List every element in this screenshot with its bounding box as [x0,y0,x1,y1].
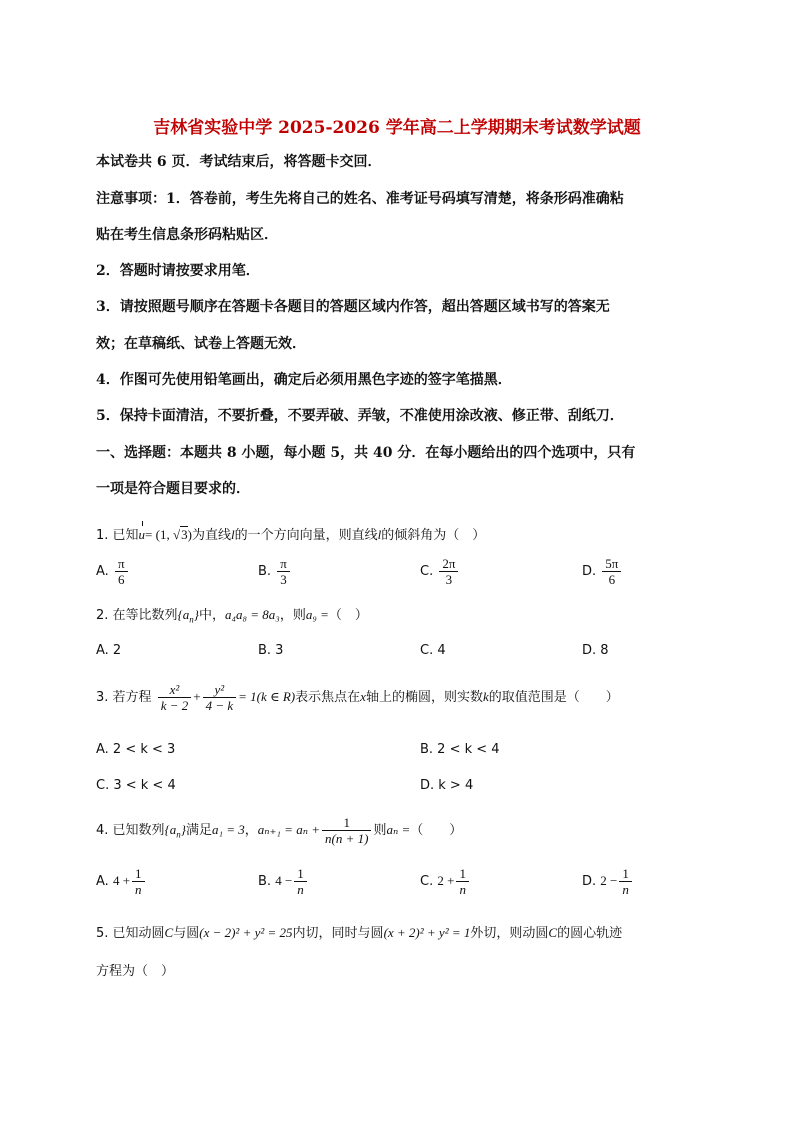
q1-line-l2: l [377,527,382,542]
q5-circle-1: (x − 2)² + y² = 25 [199,925,293,940]
q3-option-a: A. 2 < k < 3 [96,742,176,757]
q3-option-c: C. 3 < k < 4 [96,778,176,793]
q1-sqrt: 3 [181,527,188,542]
q3-fraction-1: $\frac{\text{x²}}{k - 2}$ [158,682,192,713]
q2-option-d: D. 8 [582,643,609,658]
question-2: 2. 在等比数列$\{a_n\}$中，a₄a₈ = 8a₃，则a₉ =（ ） [96,607,368,625]
question-5: 5. 已知动圆C与圆(x − 2)² + y² = 25内切，同时与圆(x + 2)² + y² = 1外切，则动圆C的圆心轨迹 [96,925,623,941]
exam-title: 吉林省实验中学 2025-2026 学年高二上学期期末考试数学试题 [153,118,641,138]
q2-seq: {a [177,607,190,622]
q1-mid2: 的一个方向向量，则直线 [234,528,378,543]
q5-circle-2: (x + 2)² + y² = 1 [383,925,471,940]
q1-suffix: 的倾斜角为（ ） [381,528,486,543]
q2-ask: a₉ = [305,607,329,622]
q2-equation: a₄a₈ = 8a₃ [224,607,280,622]
q4-recurrence: aₙ₊₁ = aₙ + [257,822,320,837]
notice-1-cont: 贴在考生信息条形码粘贴区． [96,227,278,243]
notice-2: 2．答题时请按要求用笔． [96,263,260,279]
q4-option-c: C. 2 + $\frac{1}{n}$ [420,866,471,897]
q1-eq: = (1, [145,527,173,542]
q1-close: ) [187,527,192,542]
question-3: 3. 若方程 $\frac{\text{x²}}{k - 2}$ + $\frac{\text{y²}}{4 - k}$ = 1(k ∈ R)表示焦点在x轴上的椭圆，则实数k的取值范围是（ ） [96,682,619,713]
q1-line-l: l [230,527,235,542]
question-5-cont: 方程为（ ） [96,964,175,979]
q4-option-d: D. 2 − $\frac{1}{n}$ [582,866,634,897]
question-1: 1. 已知u= (1, √3)为直线l的一个方向向量，则直线l的倾斜角为（ ） [96,527,486,543]
q2-option-b: B. 3 [258,643,284,658]
q2-option-a: A. 2 [96,643,122,658]
question-4: 4. 已知数列$\{a_n\}$满足a₁ = 3，aₙ₊₁ = aₙ + $\frac{1}{n(n + 1)}$ 则aₙ =（ ） [96,815,463,846]
section-heading: 一、选择题：本题共 8 小题，每小题 5，共 40 分．在每小题给出的四个选项中，只有 [96,445,636,461]
notice-5: 5．保持卡面清洁，不要折叠，不要弄破、弄皱，不准使用涂改液、修正带、刮纸刀． [96,408,624,424]
q1-option-b: B. $\frac{\pi}{3}$ [258,556,292,587]
intro-pages: 本试卷共 6 页．考试结束后，将答题卡交回． [96,154,382,170]
q3-fraction-2: $\frac{\text{y²}}{4 - k}$ [203,682,237,713]
section-heading-cont: 一项是符合题目要求的． [96,481,250,497]
q4-initial: a₁ = 3 [211,822,245,837]
notice-3: 3．请按照题号顺序在答题卡各题目的答题区域内作答，超出答题区域书写的答案无 [96,299,610,315]
q4-option-a: A. 4 + $\frac{1}{n}$ [96,866,147,897]
q4-option-b: B. 4 − $\frac{1}{n}$ [258,866,309,897]
q1-prefix: 1. 已知 [96,528,139,543]
q3-option-b: B. 2 < k < 4 [420,742,500,757]
notice-4: 4．作图可先使用铅笔画出，确定后必须用黑色字迹的签字笔描黑． [96,372,512,388]
q3-option-d: D. k > 4 [420,778,474,793]
q4-fraction: $\frac{1}{n(n + 1)}$ [322,815,371,846]
q2-option-c: C. 4 [420,643,446,658]
notice-3-cont: 效；在草稿纸、试卷上答题无效． [96,336,306,352]
q1-option-d: D. $\frac{5\pi}{6}$ [582,556,623,587]
q1-option-a: A. $\frac{\pi}{6}$ [96,556,130,587]
q1-mid: 为直线 [191,528,231,543]
q1-option-c: C. $\frac{2\pi}{3}$ [420,556,460,587]
notice-1: 注意事项：1．答卷前，考生先将自己的姓名、准考证号码填写清楚，将条形码准确粘 [96,191,624,207]
q1-vector: u [138,527,146,542]
